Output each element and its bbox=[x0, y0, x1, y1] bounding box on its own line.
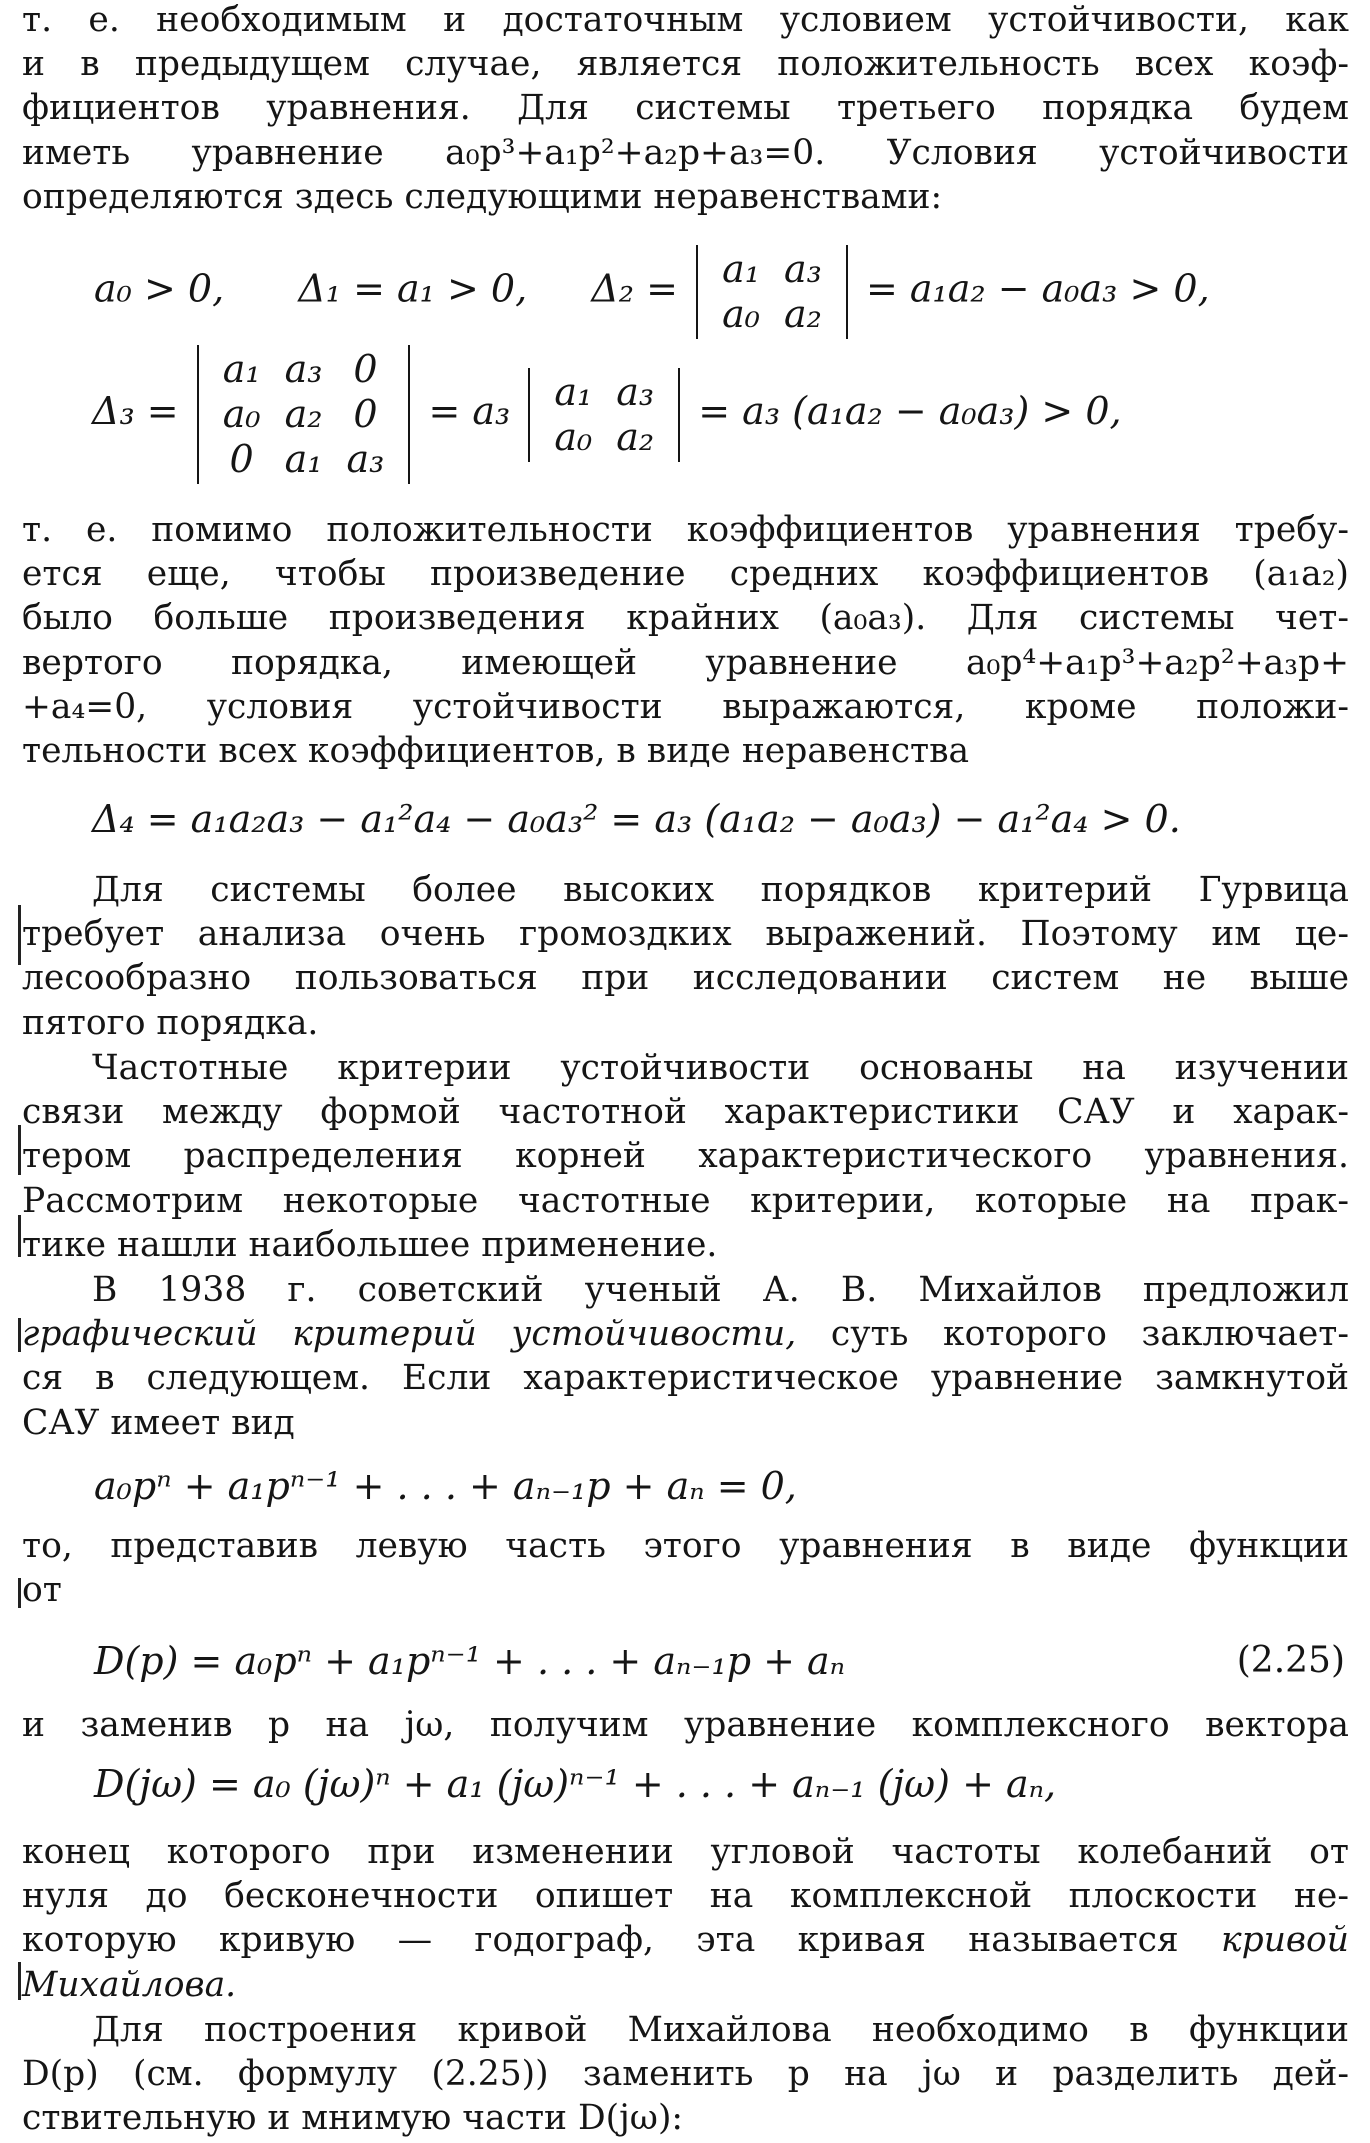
margin-mark bbox=[18, 1318, 21, 1352]
formula-delta3-rhs: = a₃ (a₁a₂ − a₀a₃) > 0, bbox=[698, 389, 1122, 433]
text-line: САУ имеет вид bbox=[22, 1402, 295, 1443]
matrix-cell: a₂ bbox=[616, 414, 655, 459]
margin-mark bbox=[18, 1578, 21, 1608]
formula-Djw-text: D(jω) = a₀ (jω)ⁿ + a₁ (jω)ⁿ⁻¹ + . . . + aₙ₋₁ (jω) + aₙ, bbox=[94, 1762, 1057, 1806]
text-line: тике нашли наибольшее применение. bbox=[22, 1224, 718, 1265]
text-line: вертого порядка, имеющей уравнение a₀p⁴+a₁p³+a₂p²+a₃p+ bbox=[22, 642, 1349, 683]
matrix-cell: a₁ bbox=[222, 347, 261, 391]
paragraph-1 bbox=[22, 0, 1349, 219]
text-line: +a₄=0, условия устойчивости выражаются, кроме положи- bbox=[22, 686, 1349, 727]
book-page bbox=[14, 0, 1359, 2143]
formula-third-order-line2 bbox=[92, 345, 1122, 484]
matrix-cell: a₀ bbox=[554, 414, 593, 459]
paragraph-9 bbox=[22, 2008, 1349, 2141]
matrix-cell: a₃ bbox=[783, 247, 822, 291]
text-line: В 1938 г. советский ученый А. В. Михайлов предложил bbox=[92, 1270, 1349, 1310]
paragraph-8 bbox=[22, 1830, 1349, 2007]
text-line: от bbox=[22, 1570, 62, 1611]
margin-mark bbox=[18, 1962, 21, 2000]
text-line: Частотные критерии устойчивости основаны на изучении bbox=[92, 1048, 1349, 1088]
paragraph-6 bbox=[22, 1524, 1349, 1612]
paragraph-4 bbox=[22, 1046, 1349, 1267]
italic-term: кривой bbox=[1221, 1920, 1349, 1961]
paragraph-3 bbox=[22, 868, 1349, 1045]
matrix-cell: a₃ bbox=[616, 369, 655, 414]
text-line: определяются здесь следующими неравенствами: bbox=[22, 176, 943, 217]
text-line: лесообразно пользоваться при исследовании систем не выше bbox=[22, 958, 1349, 999]
text-span: суть которого заключает- bbox=[830, 1314, 1349, 1355]
italic-term: Михайлова. bbox=[22, 1964, 237, 2005]
formula-third-order-line1 bbox=[94, 245, 1210, 339]
text-span: которую кривую — годограф, эта кривая называется bbox=[22, 1920, 1179, 1961]
text-line: требует анализа очень громоздких выражений. Поэтому им це- bbox=[22, 914, 1349, 955]
determinant-3x3 bbox=[197, 345, 411, 484]
text-line: конец которого при изменении угловой частоты колебаний от bbox=[22, 1832, 1349, 1872]
text-line: тельности всех коэффициентов, в виде неравенства bbox=[22, 731, 970, 772]
text-line: тером распределения корней характеристического уравнения. bbox=[22, 1136, 1349, 1177]
formula-characteristic-eq bbox=[94, 1462, 797, 1510]
text-line bbox=[22, 1312, 1349, 1356]
matrix-cell: a₁ bbox=[722, 247, 760, 291]
text-line: т. е. помимо положительности коэффициентов уравнения требу- bbox=[22, 510, 1349, 550]
formula-delta2-lhs: Δ₂ = bbox=[591, 266, 678, 311]
formula-delta2-rhs: = a₁a₂ − a₀a₃ > 0, bbox=[865, 266, 1210, 311]
formula-a0: a₀ > 0, bbox=[94, 266, 225, 311]
formula-delta3-lhs: Δ₃ = bbox=[92, 389, 179, 433]
paragraph-2 bbox=[22, 508, 1349, 773]
paragraph-5 bbox=[22, 1268, 1349, 1445]
formula-D-of-p bbox=[94, 1637, 1359, 1685]
formula-delta4-text: Δ₄ = a₁a₂a₃ − a₁²a₄ − a₀a₃² = a₃ (a₁a₂ − a₀a₃) − a₁²a₄ > 0. bbox=[92, 797, 1181, 841]
margin-mark bbox=[18, 905, 21, 965]
text-line: и заменив p на jω, получим уравнение комплексного вектора bbox=[22, 1705, 1349, 1745]
text-line: D(p) (см. формулу (2.25)) заменить p на jω и разделить дей- bbox=[22, 2054, 1349, 2095]
formula-delta1: Δ₁ = a₁ > 0, bbox=[298, 266, 528, 311]
matrix-cell: a₁ bbox=[284, 437, 323, 481]
formula-characteristic-text: a₀pⁿ + a₁pⁿ⁻¹ + . . . + aₙ₋₁p + aₙ = 0, bbox=[94, 1464, 797, 1508]
text-line: иметь уравнение a₀p³+a₁p²+a₂p+a₃=0. Условия устойчивости bbox=[22, 132, 1349, 173]
text-line: ся в следующем. Если характеристическое уравнение замкнутой bbox=[22, 1358, 1349, 1399]
margin-mark bbox=[18, 1215, 21, 1257]
matrix-cell: a₀ bbox=[722, 292, 760, 336]
matrix-cell: 0 bbox=[353, 347, 378, 391]
determinant-2x2 bbox=[528, 368, 680, 462]
formula-delta4 bbox=[92, 795, 1181, 843]
formula-D-of-jw bbox=[94, 1760, 1056, 1808]
text-line bbox=[22, 1918, 1349, 1962]
text-line: Рассмотрим некоторые частотные критерии, которые на прак- bbox=[22, 1180, 1349, 1221]
text-line bbox=[22, 1963, 1349, 2007]
text-line: ется еще, чтобы произведение средних коэффициентов (a₁a₂) bbox=[22, 554, 1349, 595]
matrix-cell: a₃ bbox=[346, 437, 385, 481]
text-line: нуля до бесконечности опишет на комплексной плоскости не- bbox=[22, 1876, 1349, 1917]
formula-D-text: D(p) = a₀pⁿ + a₁pⁿ⁻¹ + . . . + aₙ₋₁p + aₙ bbox=[94, 1639, 846, 1683]
text-line: ствительную и мнимую части D(jω): bbox=[22, 2098, 684, 2139]
text-line: было больше произведения крайних (a₀a₃). Для системы чет- bbox=[22, 598, 1349, 639]
text-line: пятого порядка. bbox=[22, 1002, 319, 1043]
margin-mark bbox=[18, 1125, 21, 1175]
text-line: Для системы более высоких порядков критерий Гурвица bbox=[92, 870, 1349, 910]
text-line: т. е. необходимым и достаточным условием устойчивости, как bbox=[22, 0, 1349, 40]
paragraph-7 bbox=[22, 1703, 1349, 1747]
equation-number: (2.25) bbox=[1236, 1640, 1345, 1681]
text-line: Для построения кривой Михайлова необходимо в функции bbox=[92, 2010, 1349, 2050]
matrix-cell: a₁ bbox=[554, 369, 593, 414]
matrix-cell: a₂ bbox=[783, 292, 822, 336]
matrix-cell: a₂ bbox=[284, 392, 323, 436]
text-line: связи между формой частотной характеристики САУ и харак- bbox=[22, 1092, 1349, 1133]
text-line: и в предыдущем случае, является положительность всех коэф- bbox=[22, 44, 1349, 85]
text-line: то, представив левую часть этого уравнения в виде функции bbox=[22, 1526, 1349, 1566]
matrix-cell: a₀ bbox=[222, 392, 261, 436]
matrix-cell: a₃ bbox=[284, 347, 323, 391]
text-line: фициентов уравнения. Для системы третьего порядка будем bbox=[22, 88, 1349, 129]
determinant-2x2 bbox=[696, 245, 848, 339]
matrix-cell: 0 bbox=[229, 437, 254, 481]
matrix-cell: 0 bbox=[353, 392, 378, 436]
formula-delta3-mid: = a₃ bbox=[428, 389, 511, 433]
italic-term: графический критерий устойчивости, bbox=[22, 1314, 797, 1355]
